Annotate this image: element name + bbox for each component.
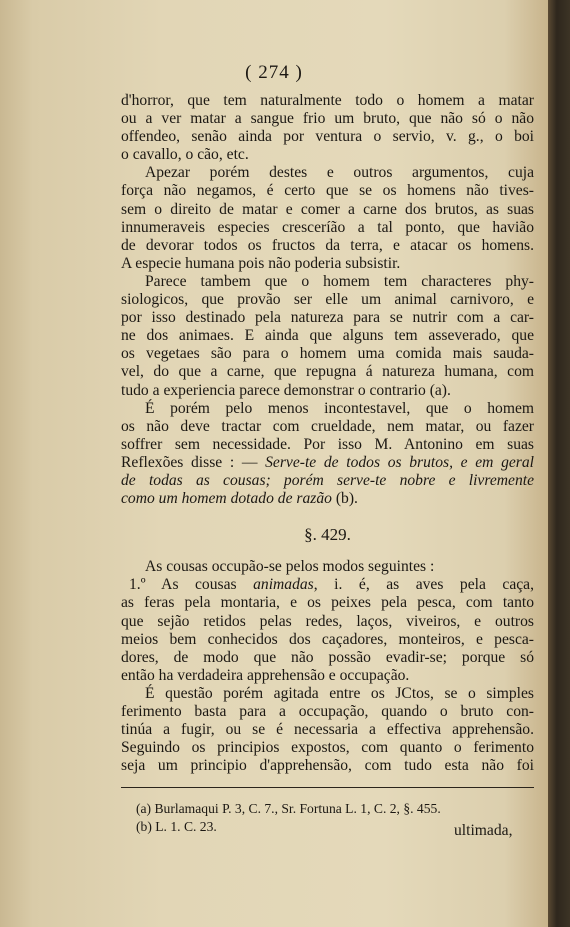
text-line: innumeraveis especies cresceríão a tal ponto, que havião [121, 218, 534, 236]
text-line: por isso destinado pela natureza para se nutrir com a car- [121, 309, 534, 327]
footnote-rule [121, 787, 534, 788]
text-line: força não negamos, é certo que se os homens não tives- [121, 182, 534, 200]
quote-text: como um homem dotado de razão [121, 490, 332, 508]
page-number: ( 274 ) [245, 62, 303, 83]
quote-intro: Reflexões disse : — [121, 453, 266, 471]
text-line: tudo a experiencia parece demonstrar o contrario (a). [121, 381, 451, 399]
text-line: É questão porém agitada entre os JCtos, se o simples [145, 684, 534, 702]
text-line: sem o direito de matar e comer a carne dos brutos, as suas [121, 200, 534, 218]
text-line: ou a ver matar a sangue frio um bruto, que não só o não [121, 110, 534, 128]
text-line: que sejão retidos pelas redes, laços, viveiros, e outros [121, 612, 534, 630]
text-line [121, 576, 534, 594]
section-heading: §. 429. [304, 525, 351, 545]
text-line: offendeo, senão ainda por ventura o servio, v. g., o boi [121, 128, 534, 146]
body-text [121, 92, 534, 775]
paragraph-4 [121, 400, 534, 509]
book-edge [548, 0, 570, 927]
quote-text: Serve-te de todos os brutos, e em geral [265, 453, 534, 471]
text-fragment: , i. é, as aves pela caça, [313, 576, 534, 594]
text-line: ne dos animaes. E ainda que alguns tem asseverado, que [121, 327, 534, 345]
footnote-b: (b) L. 1. C. 23. [136, 819, 217, 834]
text-line: meios bem conhecidos dos caçadores, monteiros, e pesca- [121, 630, 534, 648]
text-line: ferimento basta para a occupação, quando o bruto con- [121, 703, 534, 720]
text-line [121, 490, 534, 508]
text-line: tinúa a fugir, ou se é necessaria a effectiva apprehensão. [121, 721, 534, 739]
text-line: A especie humana pois não poderia subsistir. [121, 254, 401, 272]
text-line [121, 454, 534, 472]
text-fragment: As cousas [145, 576, 254, 594]
paragraph-5 [121, 558, 534, 576]
catchword: ultimada, [454, 822, 513, 839]
emphasis: animadas [253, 576, 314, 594]
text-line: Parece tambem que o homem tem characteres phy- [145, 272, 534, 290]
text-line: então ha verdadeira apprehensão e occupação. [121, 666, 410, 684]
text-line: os não deve tractar com crueldade, nem matar, ou fazer [121, 417, 534, 435]
paragraph-2 [121, 164, 534, 273]
footnote-ref: (b). [331, 490, 358, 508]
text-line: d'horror, que tem naturalmente todo o homem a matar [121, 92, 534, 109]
quote-text: de todas as cousas; porém serve-te nobre e livremente [121, 471, 534, 489]
text-line: vel, do que a carne, que repugna á natureza humana, com [121, 363, 534, 381]
text-line: soffrer sem necessidade. Por isso M. Antonino em suas [121, 435, 534, 453]
item-number: 1.º [129, 576, 146, 594]
text-line: As cousas occupão-se pelos modos seguintes : [145, 558, 435, 576]
text-line: Apezar porém destes e outros argumentos, cuja [145, 164, 534, 182]
text-line: o cavallo, o cão, etc. [121, 146, 249, 164]
text-line: seja um principio d'apprehensão, com tudo esta não foi [121, 757, 534, 775]
paragraph-1 [121, 92, 534, 164]
paragraph-3 [121, 273, 534, 400]
paragraph-7 [121, 685, 534, 775]
text-line: siologicos, que provão ser elle um animal carnivoro, e [121, 291, 534, 309]
text-line: Seguindo os principios expostos, com quanto o ferimento [121, 739, 534, 757]
text-line: os vegetaes são para o homem uma comida mais sauda- [121, 345, 534, 363]
paragraph-6 [121, 576, 534, 685]
text-line: de devorar todos os fructos da terra, e atacar os homens. [121, 236, 534, 254]
footnote-a: (a) Burlamaqui P. 3, C. 7., Sr. Fortuna L. 1, C. 2, §. 455. [136, 801, 441, 816]
text-line: as feras pela montaria, e os peixes pela pesca, com tanto [121, 594, 534, 612]
text-line: É porém pelo menos incontestavel, que o homem [145, 399, 534, 417]
text-line: dores, de modo que não possão evadir-se; porque só [121, 648, 534, 666]
